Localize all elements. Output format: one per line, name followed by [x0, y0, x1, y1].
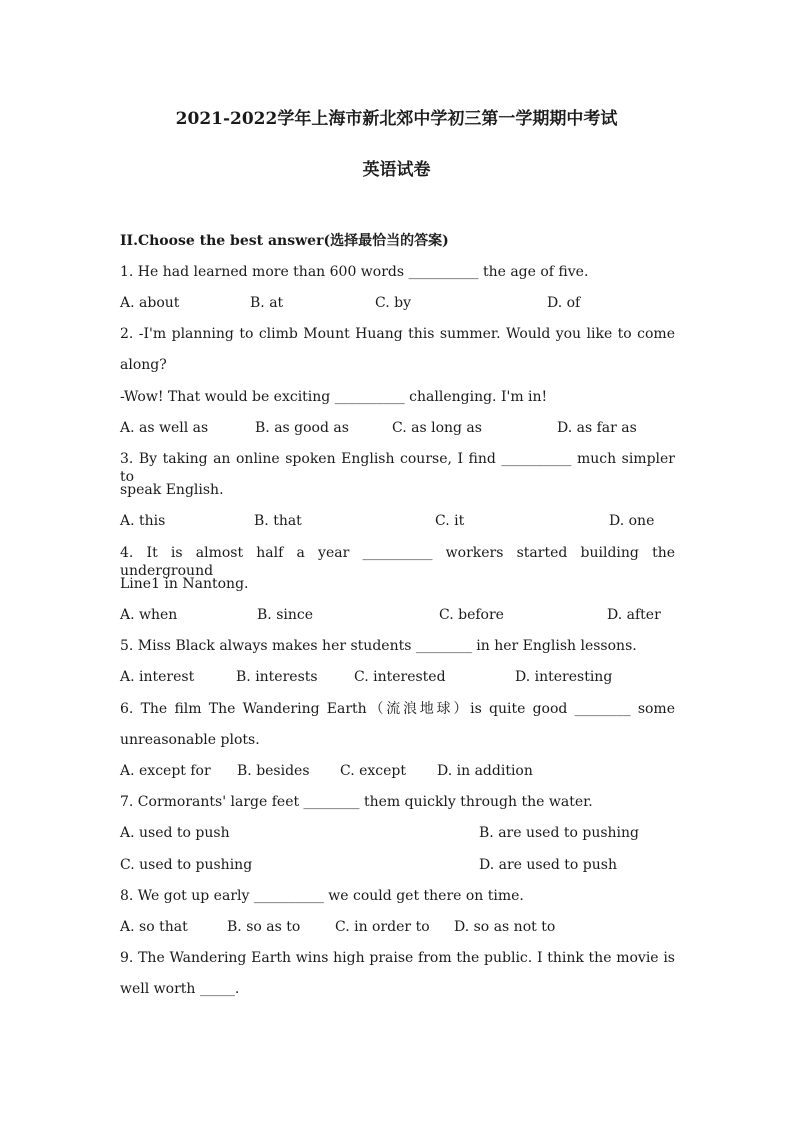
- option-b: B. interests: [236, 669, 318, 685]
- option-b: B. so as to: [227, 919, 301, 935]
- section-heading: II.Choose the best answer(选择最恰当的答案): [120, 233, 449, 249]
- option-b: B. at: [250, 295, 284, 311]
- option-d: D. interesting: [515, 669, 613, 685]
- option-c: C. by: [375, 295, 411, 311]
- document-title: 2021-2022学年上海市新北郊中学初三第一学期期中考试: [175, 109, 618, 129]
- question-7-options-row-2: [0, 856, 793, 874]
- option-c: C. used to pushing: [120, 857, 253, 873]
- option-d: D. are used to push: [479, 857, 617, 873]
- option-c: C. it: [435, 513, 465, 529]
- option-b: B. that: [254, 513, 302, 529]
- question-3-stem-continued: speak English.: [120, 482, 224, 498]
- option-d: D. so as not to: [454, 919, 556, 935]
- question-7-stem: 7. Cormorants' large feet ________ them quickly through the water.: [120, 794, 593, 810]
- option-a: A. as well as: [120, 420, 209, 436]
- question-4-options: [0, 606, 793, 624]
- option-b: B. are used to pushing: [479, 825, 640, 841]
- option-a: A. when: [120, 607, 178, 623]
- option-d: D. in addition: [437, 763, 533, 779]
- option-c: C. as long as: [392, 420, 482, 436]
- option-d: D. as far as: [557, 420, 637, 436]
- question-7-options-row-1: [0, 824, 793, 842]
- question-1-options: [0, 294, 793, 312]
- question-8-options: [0, 918, 793, 936]
- question-9-stem: 9. The Wandering Earth wins high praise from the public. I think the movie is: [120, 950, 675, 966]
- question-5-options: [0, 668, 793, 686]
- question-3-options: [0, 512, 793, 530]
- option-d: D. after: [607, 607, 661, 623]
- option-d: D. one: [609, 513, 655, 529]
- question-3-stem: 3. By taking an online spoken English course, I find __________ much simpler to: [120, 451, 675, 485]
- question-4-stem-continued: Line1 in Nantong.: [120, 576, 249, 592]
- option-c: C. before: [439, 607, 504, 623]
- option-c: C. except: [340, 763, 407, 779]
- question-1-stem: 1. He had learned more than 600 words __________ the age of five.: [120, 264, 589, 280]
- option-a: A. except for: [120, 763, 211, 779]
- document-subtitle: 英语试卷: [362, 160, 431, 180]
- question-6-options: [0, 762, 793, 780]
- question-4-stem: 4. It is almost half a year __________ workers started building the underground: [120, 545, 675, 579]
- question-8-stem: 8. We got up early __________ we could get there on time.: [120, 888, 524, 904]
- question-5-stem: 5. Miss Black always makes her students ________ in her English lessons.: [120, 638, 637, 654]
- option-d: D. of: [547, 295, 581, 311]
- option-b: B. since: [257, 607, 313, 623]
- option-a: A. this: [120, 513, 166, 529]
- option-a: A. used to push: [120, 825, 230, 841]
- option-c: C. interested: [354, 669, 446, 685]
- option-c: C. in order to: [335, 919, 430, 935]
- option-b: B. as good as: [255, 420, 349, 436]
- question-2-stem-continued: along?: [120, 357, 167, 373]
- question-6-stem-continued: unreasonable plots.: [120, 732, 260, 748]
- question-6-stem: 6. The film The Wandering Earth（流浪地球）is quite good ________ some: [120, 701, 675, 717]
- option-a: A. about: [120, 295, 180, 311]
- question-2-options: [0, 419, 793, 437]
- question-2-stem-reply: -Wow! That would be exciting __________ challenging. I'm in!: [120, 389, 548, 405]
- option-b: B. besides: [237, 763, 310, 779]
- option-a: A. interest: [120, 669, 195, 685]
- question-9-stem-continued: well worth _____.: [120, 981, 240, 997]
- option-a: A. so that: [120, 919, 188, 935]
- question-2-stem: 2. -I'm planning to climb Mount Huang this summer. Would you like to come: [120, 326, 675, 342]
